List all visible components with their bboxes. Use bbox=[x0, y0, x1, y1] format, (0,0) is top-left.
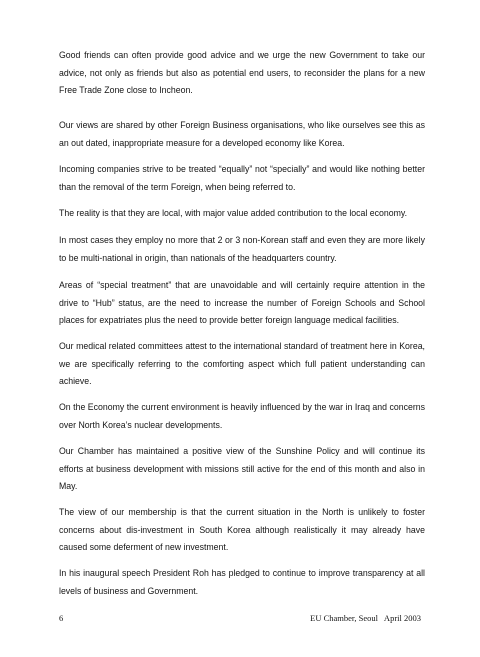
paragraph-equal-treatment: Incoming companies strive to be treated “equally” not “specially” and would like nothing better than the removal of the term Foreign, when being referred to. bbox=[59, 164, 425, 192]
paragraph-membership-view: The view of our membership is that the current situation in the North is unlikely to foster concerns about dis-investment in South Korea although realistically it may already have caused some deferment of new investment. bbox=[59, 507, 425, 552]
page-number: 6 bbox=[59, 613, 64, 623]
footer-publisher-date: EU Chamber, Seoul April 2003 bbox=[310, 613, 421, 623]
paragraph-sunshine-policy: Our Chamber has maintained a positive view of the Sunshine Policy and will continue its efforts at business development with missions still active for the end of this month and also in May. bbox=[59, 446, 425, 491]
paragraph-inaugural-speech: In his inaugural speech President Roh has pledged to continue to improve transparency at all levels of business and Government. bbox=[59, 568, 425, 596]
paragraph-free-trade-zone: Good friends can often provide good advice and we urge the new Government to take our advice, not only as friends but also as potential end users, to reconsider the plans for a new Free Trade Zone close to Incheon. bbox=[59, 50, 425, 95]
paragraph-foreign-business-views: Our views are shared by other Foreign Business organisations, who like ourselves see this as an out dated, inappropriate measure for a developed economy like Korea. bbox=[59, 120, 425, 148]
paragraph-local-reality: The reality is that they are local, with major value added contribution to the local economy. bbox=[59, 208, 408, 218]
paragraph-medical-committees: Our medical related committees attest to the international standard of treatment here in Korea, we are specifically referring to the comforting aspect which full patient understanding can achieve. bbox=[59, 341, 425, 386]
paragraph-special-treatment: Areas of “special treatment” that are unavoidable and will certainly require attention in the drive to “Hub” status, are the need to increase the number of Foreign Schools and School places for expatriates plus the need to provide better foreign language medical facilities. bbox=[59, 280, 425, 325]
paragraph-staff-composition: In most cases they employ no more that 2 or 3 non-Korean staff and even they are more likely to be multi-national in origin, than nationals of the headquarters country. bbox=[59, 235, 425, 263]
paragraph-economy: On the Economy the current environment is heavily influenced by the war in Iraq and concerns over North Korea’s nuclear developments. bbox=[59, 402, 425, 430]
